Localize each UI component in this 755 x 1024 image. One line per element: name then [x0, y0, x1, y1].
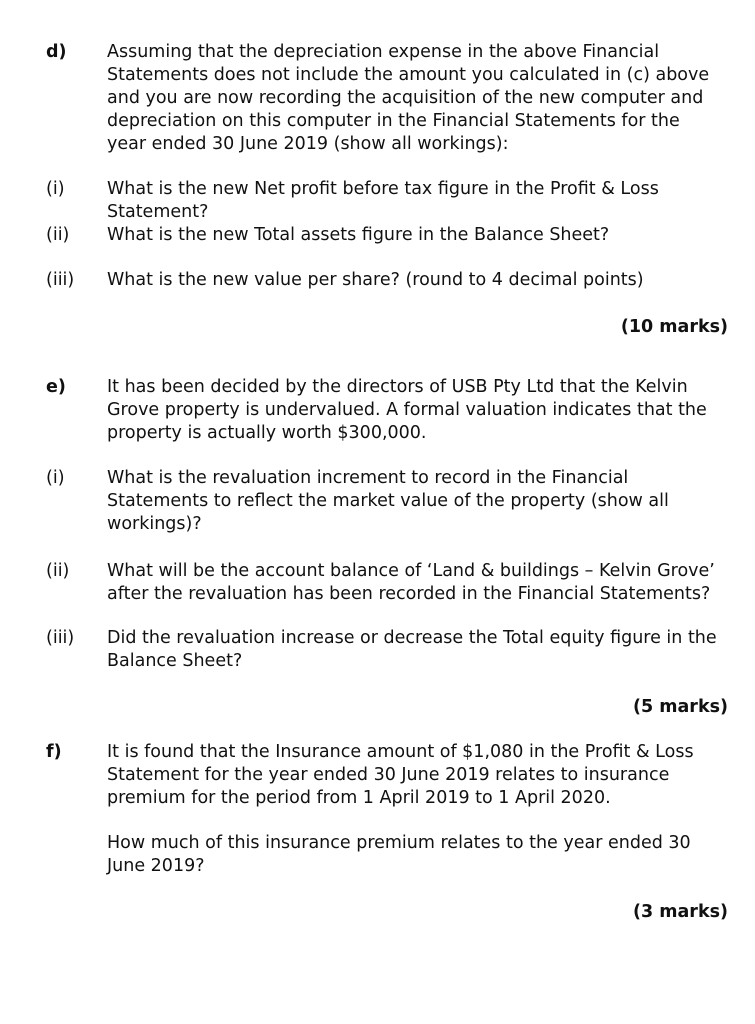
text-line: Statement for the year ended 30 June 2019 relates to insurance [107, 765, 670, 785]
text-line: Statements to reflect the market value of the property (show all [107, 491, 669, 511]
text-line: What is the new Net profit before tax figure in the Profit & Loss [107, 179, 659, 199]
question-e-intro [107, 376, 732, 445]
question-d-intro [107, 41, 732, 156]
question-e-iii-text [107, 627, 732, 673]
text-line: June 2019? [107, 856, 205, 876]
text-line: Statements does not include the amount you calculated in (c) above [107, 65, 710, 85]
text-line: What is the new value per share? (round to 4 decimal points) [107, 270, 644, 290]
text-line: It has been decided by the directors of USB Pty Ltd that the Kelvin [107, 377, 688, 397]
text-line: Balance Sheet? [107, 651, 243, 671]
question-e-i-text [107, 467, 732, 536]
question-d-iii-label: (iii) [46, 270, 75, 290]
question-d-label: d) [46, 42, 67, 62]
text-line: premium for the period from 1 April 2019 to 1 April 2020. [107, 788, 611, 808]
text-line: Statement? [107, 202, 209, 222]
text-line: after the revaluation has been recorded in the Financial Statements? [107, 584, 711, 604]
text-line: and you are now recording the acquisition of the new computer and [107, 88, 704, 108]
question-d-i-text [107, 178, 732, 224]
question-f-intro [107, 741, 732, 810]
text-line: year ended 30 June 2019 (show all workings): [107, 134, 509, 154]
text-line: Assuming that the depreciation expense in the above Financial [107, 42, 660, 62]
question-f-marks: (3 marks) [633, 902, 728, 922]
question-d-ii-label: (ii) [46, 225, 70, 245]
text-line: depreciation on this computer in the Financial Statements for the [107, 111, 680, 131]
text-line: What is the new Total assets figure in the Balance Sheet? [107, 225, 610, 245]
question-e-label: e) [46, 377, 66, 397]
text-line: Did the revaluation increase or decrease the Total equity figure in the [107, 628, 717, 648]
question-d-iii-text [107, 269, 732, 292]
question-e-i-label: (i) [46, 468, 65, 488]
question-e-iii-label: (iii) [46, 628, 75, 648]
text-line: Grove property is undervalued. A formal valuation indicates that the [107, 400, 707, 420]
text-line: How much of this insurance premium relates to the year ended 30 [107, 833, 691, 853]
question-f-question [107, 832, 732, 878]
text-line: What is the revaluation increment to record in the Financial [107, 468, 629, 488]
question-d-marks: (10 marks) [620, 317, 728, 337]
text-line: property is actually worth $300,000. [107, 423, 427, 443]
question-f-label: f) [46, 742, 62, 762]
question-e-marks: (5 marks) [633, 697, 728, 717]
question-e-ii-label: (ii) [46, 561, 70, 581]
question-d-i-label: (i) [46, 179, 65, 199]
question-e-ii-text [107, 560, 732, 606]
text-line: workings)? [107, 514, 202, 534]
question-d-ii-text [107, 224, 732, 247]
text-line: It is found that the Insurance amount of $1,080 in the Profit & Loss [107, 742, 694, 762]
text-line: What will be the account balance of ‘Land & buildings – Kelvin Grove’ [107, 561, 715, 581]
